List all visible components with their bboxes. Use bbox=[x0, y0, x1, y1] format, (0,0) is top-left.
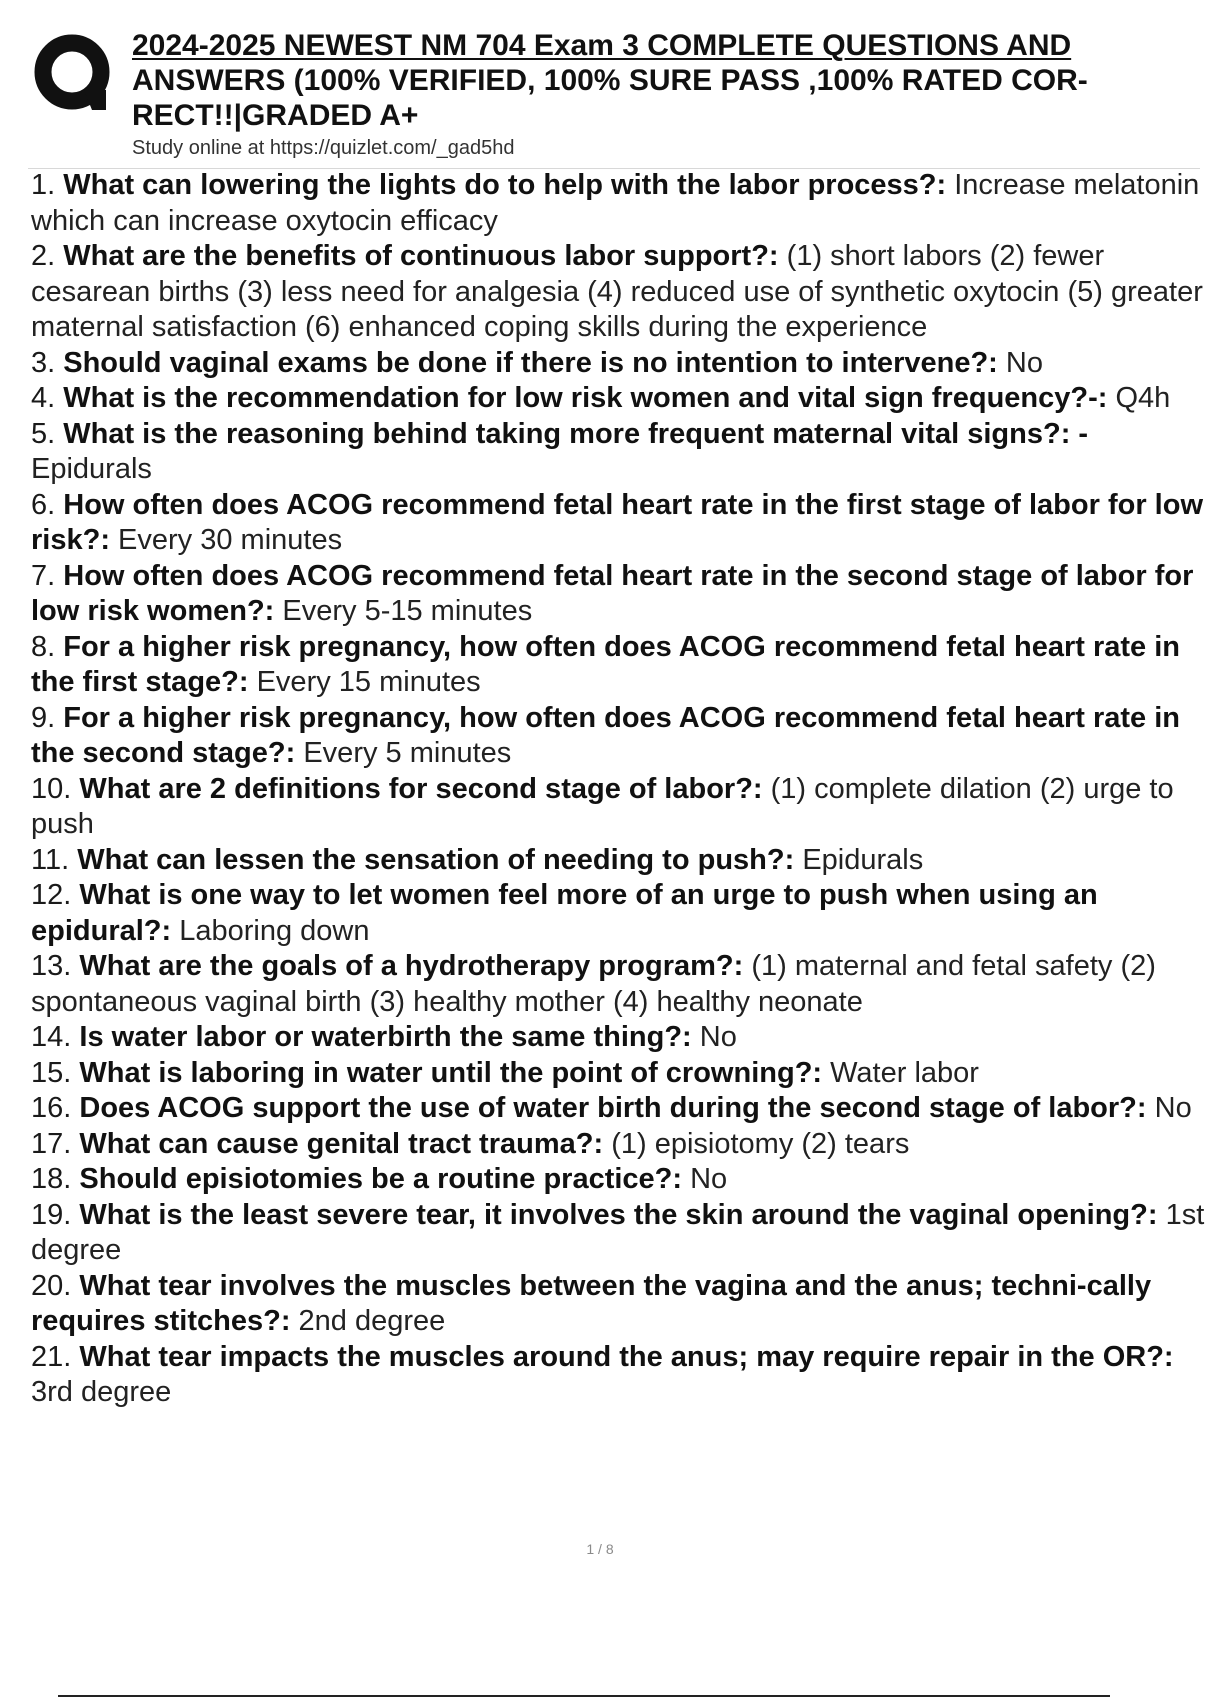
qa-item bbox=[31, 1269, 1211, 1340]
question-text: What can lessen the sensation of needing to push?: bbox=[77, 843, 795, 876]
answer-text: No bbox=[699, 1021, 737, 1053]
qa-item bbox=[31, 843, 1211, 879]
qa-number: 16. bbox=[31, 1092, 72, 1124]
qa-item bbox=[31, 1340, 1211, 1411]
qa-number: 11. bbox=[31, 843, 70, 876]
title-line-3: RECT!!|GRADED A+ bbox=[132, 99, 419, 132]
qa-number: 12. bbox=[31, 879, 72, 911]
qa-number: 10. bbox=[31, 772, 72, 805]
answer-text: (1) maternal and fetal safety (2) spontaneous vaginal birth (3) healthy mother (4) healthy neonate bbox=[31, 950, 1156, 1018]
qa-number: 18. bbox=[31, 1163, 72, 1195]
qa-item bbox=[31, 1198, 1211, 1269]
answer-text: 3rd degree bbox=[31, 1376, 172, 1408]
qa-number: 19. bbox=[31, 1198, 72, 1231]
page-bottom-divider bbox=[58, 1695, 1110, 1697]
answer-text: Increase melatonin which can increase oxytocin efficacy bbox=[31, 169, 1200, 237]
qa-number: 5. bbox=[31, 417, 56, 450]
title-line-2: ANSWERS (100% VERIFIED, 100% SURE PASS ,100% RATED COR- bbox=[132, 64, 1088, 97]
qa-number: 17. bbox=[31, 1127, 72, 1160]
question-text: What can lowering the lights do to help with the labor process?: bbox=[63, 169, 947, 201]
question-text: What is the least severe tear, it involves the skin around the vaginal opening?: bbox=[79, 1198, 1158, 1231]
answer-text: (1) short labors (2) fewer cesarean births (3) less need for analgesia (4) reduced use of synthetic oxytocin (5) greater maternal satisfaction (6) enhanced coping skills during the experience bbox=[31, 240, 1203, 343]
answer-text: No bbox=[1005, 346, 1043, 379]
qa-number: 4. bbox=[31, 382, 56, 414]
quizlet-q-logo-icon bbox=[32, 32, 116, 116]
qa-item bbox=[31, 878, 1211, 949]
question-text: What can cause genital tract trauma?: bbox=[79, 1127, 604, 1160]
answer-text: 2nd degree bbox=[298, 1305, 446, 1337]
qa-number: 13. bbox=[31, 950, 72, 982]
answer-text: Every 15 minutes bbox=[256, 666, 481, 698]
question-text: What are 2 definitions for second stage of labor?: bbox=[79, 772, 763, 805]
qa-number: 15. bbox=[31, 1056, 72, 1089]
qa-item bbox=[31, 1127, 1211, 1163]
question-text: How often does ACOG recommend fetal heart rate in the first stage of labor for low risk?: bbox=[31, 488, 1204, 556]
question-text: What is the reasoning behind taking more frequent maternal vital signs?: - bbox=[63, 417, 1089, 450]
question-text: For a higher risk pregnancy, how often does ACOG recommend fetal heart rate in the second stage?: bbox=[31, 701, 1180, 769]
question-text: What are the benefits of continuous labor support?: bbox=[63, 240, 779, 272]
qa-number: 20. bbox=[31, 1269, 72, 1302]
answer-text: Epidurals bbox=[802, 843, 924, 876]
qa-item bbox=[31, 701, 1211, 772]
qa-item bbox=[31, 417, 1211, 488]
qa-number: 8. bbox=[31, 630, 56, 663]
qa-item bbox=[31, 559, 1211, 630]
qa-item bbox=[31, 1056, 1211, 1092]
question-text: What are the goals of a hydrotherapy program?: bbox=[79, 950, 744, 982]
question-text: What tear involves the muscles between the vagina and the anus; techni-cally requires stitches?: bbox=[31, 1269, 1152, 1337]
title-line-1: 2024-2025 NEWEST NM 704 Exam 3 COMPLETE QUESTIONS AND bbox=[132, 29, 1072, 62]
qa-number: 9. bbox=[31, 701, 56, 734]
qa-number: 1. bbox=[31, 169, 56, 201]
question-text: Should episiotomies be a routine practice?: bbox=[79, 1163, 683, 1195]
answer-text: (1) episiotomy (2) tears bbox=[611, 1127, 910, 1160]
answer-text: 1st degree bbox=[31, 1198, 1205, 1266]
answer-text: Laboring down bbox=[179, 914, 370, 947]
qa-number: 6. bbox=[31, 488, 56, 521]
document-header bbox=[30, 28, 1200, 168]
answer-text: No bbox=[1154, 1092, 1192, 1124]
answer-text: Water labor bbox=[830, 1056, 979, 1089]
question-text: What is the recommendation for low risk women and vital sign frequency?-: bbox=[63, 382, 1108, 414]
qa-item bbox=[31, 239, 1211, 346]
question-text: Is water labor or waterbirth the same thing?: bbox=[79, 1021, 692, 1053]
question-text: What is laboring in water until the point of crowning?: bbox=[79, 1056, 823, 1089]
qa-item bbox=[31, 168, 1211, 239]
qa-item bbox=[31, 346, 1211, 382]
qa-item bbox=[31, 1091, 1211, 1127]
qa-number: 3. bbox=[31, 346, 56, 379]
qa-number: 7. bbox=[31, 559, 56, 592]
answer-text: No bbox=[690, 1163, 728, 1195]
document-title bbox=[132, 28, 1172, 133]
qa-item bbox=[31, 381, 1211, 417]
question-answer-list bbox=[31, 168, 1211, 1411]
question-text: Does ACOG support the use of water birth during the second stage of labor?: bbox=[79, 1092, 1147, 1124]
question-text: Should vaginal exams be done if there is no intention to intervene?: bbox=[63, 346, 998, 379]
answer-text: Epidurals bbox=[31, 453, 152, 485]
question-text: What is one way to let women feel more of an urge to push when using an epidural?: bbox=[31, 879, 1098, 947]
qa-item bbox=[31, 630, 1211, 701]
answer-text: (1) complete dilation (2) urge to push bbox=[31, 772, 1174, 840]
page-number: 1 / 8 bbox=[586, 1541, 614, 1557]
qa-item bbox=[31, 488, 1211, 559]
answer-text: Q4h bbox=[1115, 382, 1171, 414]
answer-text: Every 5 minutes bbox=[303, 737, 512, 769]
qa-number: 2. bbox=[31, 240, 56, 272]
qa-item bbox=[31, 1020, 1211, 1056]
qa-number: 21. bbox=[31, 1340, 72, 1373]
answer-text: Every 5-15 minutes bbox=[282, 595, 533, 627]
answer-text: Every 30 minutes bbox=[118, 524, 343, 556]
study-online-link[interactable]: Study online at https://quizlet.com/_gad5hd bbox=[132, 137, 515, 159]
title-block bbox=[132, 28, 1172, 160]
qa-item bbox=[31, 949, 1211, 1020]
qa-item bbox=[31, 1162, 1211, 1198]
question-text: What tear impacts the muscles around the anus; may require repair in the OR?: bbox=[79, 1340, 1174, 1373]
question-text: For a higher risk pregnancy, how often does ACOG recommend fetal heart rate in the first stage?: bbox=[31, 630, 1180, 698]
question-text: How often does ACOG recommend fetal heart rate in the second stage of labor for low risk women?: bbox=[31, 559, 1194, 627]
qa-item bbox=[31, 772, 1211, 843]
qa-number: 14. bbox=[31, 1021, 72, 1053]
